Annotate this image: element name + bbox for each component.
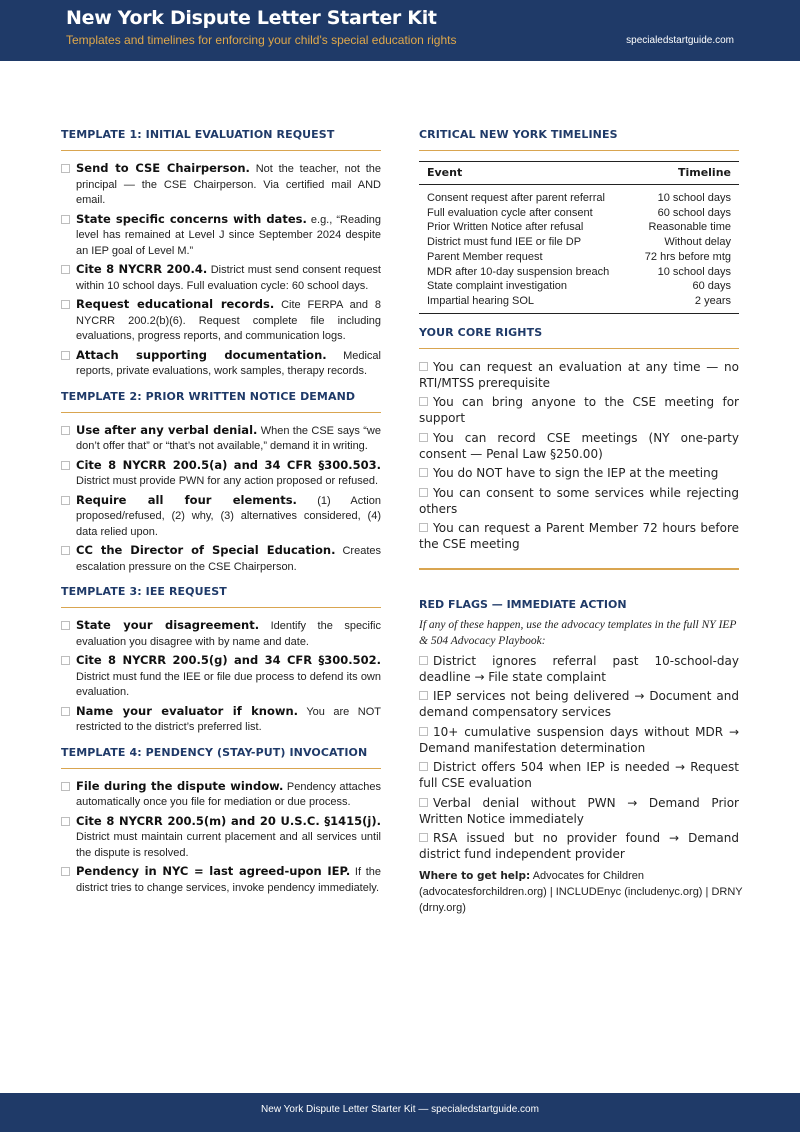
item-text: District ignores referral past 10-school-day deadline → File state complaint bbox=[419, 653, 739, 684]
red-flags-list bbox=[419, 653, 739, 863]
section-title: TEMPLATE 4: PENDENCY (STAY-PUT) INVOCATION bbox=[61, 746, 381, 769]
item-text: District must provide PWN for any action proposed or refused. bbox=[76, 475, 379, 487]
item-heading: Attach supporting documentation. bbox=[76, 347, 327, 362]
item-heading: Cite 8 NYCRR 200.5(m) and 20 U.S.C. §1415(j). bbox=[76, 813, 381, 828]
item-text: Pendency attaches automatically once you file for mediation or due process. bbox=[76, 780, 381, 808]
template-section bbox=[61, 128, 381, 380]
checkbox-icon bbox=[419, 523, 428, 532]
checkbox-icon bbox=[419, 656, 428, 665]
checkbox-icon bbox=[419, 833, 428, 842]
item-text: (1) Action proposed/refused, (2) why, (3) alternatives considered, (4) data relied upon. bbox=[76, 494, 381, 538]
checkbox-icon bbox=[61, 496, 70, 505]
checklist bbox=[61, 423, 381, 576]
item-heading: Cite 8 NYCRR 200.4. bbox=[76, 262, 208, 276]
timelines-table bbox=[419, 161, 739, 314]
checkbox-icon bbox=[61, 782, 70, 791]
checkbox-icon bbox=[61, 215, 70, 224]
right-item bbox=[419, 520, 739, 552]
site-url: specialedstartguide.com bbox=[626, 35, 734, 46]
help-label: Where to get help: bbox=[419, 870, 531, 883]
item-text: You are NOT restricted to the district’s preferred list. bbox=[76, 705, 381, 733]
event-cell: Full evaluation cycle after consent bbox=[427, 206, 593, 219]
checklist bbox=[61, 618, 381, 736]
item-text: You can request a Parent Member 72 hours before the CSE meeting bbox=[419, 521, 739, 552]
red-flag-item bbox=[419, 724, 739, 756]
item-heading: Cite 8 NYCRR 200.5(a) and 34 CFR §300.503. bbox=[76, 457, 381, 472]
item-text: District must maintain current placement and all services until the dispute is resolved. bbox=[76, 831, 381, 859]
item-heading: State your disagreement. bbox=[76, 618, 260, 632]
item-heading: Name your evaluator if known. bbox=[76, 703, 299, 718]
help-resources bbox=[419, 868, 764, 916]
item-text: Creates escalation pressure on the CSE Chairperson. bbox=[76, 545, 382, 573]
checklist-item bbox=[61, 543, 381, 575]
timeline-cell: 60 days bbox=[692, 280, 731, 293]
checkbox-icon bbox=[419, 362, 428, 371]
item-text: District offers 504 when IEP is needed → Request full CSE evaluation bbox=[419, 760, 739, 791]
item-text: You can bring anyone to the CSE meeting for support bbox=[419, 395, 739, 426]
section-title: TEMPLATE 3: IEE REQUEST bbox=[61, 585, 381, 608]
red-flag-item bbox=[419, 688, 739, 720]
item-heading: CC the Director of Special Education. bbox=[76, 543, 336, 557]
checklist-item bbox=[61, 653, 381, 701]
checklist-item bbox=[61, 297, 381, 345]
right-column bbox=[419, 128, 743, 916]
item-text: RSA issued but no provider found → Demand district fund independent provider bbox=[419, 831, 739, 862]
section-title: TEMPLATE 1: INITIAL EVALUATION REQUEST bbox=[61, 128, 381, 151]
section-divider bbox=[419, 568, 739, 570]
table-row bbox=[419, 185, 739, 206]
timeline-cell: 72 hrs before mtg bbox=[644, 250, 731, 263]
timeline-cell: Without delay bbox=[664, 236, 731, 249]
red-flags-title: RED FLAGS — IMMEDIATE ACTION bbox=[419, 597, 627, 611]
right-item bbox=[419, 394, 739, 426]
checkbox-icon bbox=[61, 265, 70, 274]
table-row bbox=[419, 206, 739, 221]
checklist-item bbox=[61, 493, 381, 541]
red-flag-item bbox=[419, 653, 739, 685]
checkbox-icon bbox=[61, 621, 70, 630]
checklist-item bbox=[61, 423, 381, 455]
template-section bbox=[61, 390, 381, 576]
event-cell: Prior Written Notice after refusal bbox=[427, 221, 584, 234]
checkbox-icon bbox=[61, 351, 70, 360]
checkbox-icon bbox=[61, 707, 70, 716]
table-row bbox=[419, 250, 739, 265]
item-text: District must send consent request within 10 school days. Full evaluation cycle: 60 school days. bbox=[76, 264, 381, 292]
checklist-item bbox=[61, 212, 381, 260]
timelines-body bbox=[419, 185, 739, 314]
event-cell: District must fund IEE or file DP bbox=[427, 236, 582, 249]
event-cell: MDR after 10-day suspension breach bbox=[427, 265, 610, 278]
checkbox-icon bbox=[419, 468, 428, 477]
red-flags-note: If any of these happen, use the advocacy templates in the full NY IEP & 504 Advocacy Playbook: bbox=[419, 618, 737, 647]
timeline-cell: Reasonable time bbox=[648, 221, 731, 234]
red-flag-item bbox=[419, 830, 739, 862]
checklist-item bbox=[61, 458, 381, 490]
timeline-cell: 2 years bbox=[694, 294, 731, 307]
right-item bbox=[419, 430, 739, 462]
item-text: You do NOT have to sign the IEP at the meeting bbox=[433, 466, 719, 481]
event-cell: Parent Member request bbox=[427, 250, 543, 263]
item-text: If the district tries to change services, invoke pendency immediately. bbox=[76, 866, 381, 894]
item-text: Cite FERPA and 8 NYCRR 200.2(b)(6). Request complete file including evaluations, progress reports, and communication logs. bbox=[76, 299, 381, 342]
table-row bbox=[419, 220, 739, 235]
item-heading: File during the dispute window. bbox=[76, 778, 284, 793]
item-heading: Pendency in NYC = last agreed-upon IEP. bbox=[76, 864, 351, 878]
red-flag-item bbox=[419, 759, 739, 791]
checklist bbox=[61, 161, 381, 380]
rights-list bbox=[419, 359, 739, 553]
help-text: Advocates for Children (advocatesforchildren.org) | INCLUDEnyc (includenyc.org) | DRNY (drny.org) bbox=[419, 870, 743, 915]
checkbox-icon bbox=[61, 426, 70, 435]
item-text: Not the teacher, not the principal — the CSE Chairperson. Via certified mail AND email. bbox=[76, 163, 381, 206]
checklist-item bbox=[61, 814, 381, 862]
timeline-cell: 60 school days bbox=[657, 206, 731, 219]
footer-text: New York Dispute Letter Starter Kit — specialedstartguide.com bbox=[261, 1104, 539, 1115]
page-header bbox=[0, 0, 800, 61]
template-section bbox=[61, 746, 381, 897]
page-footer bbox=[0, 1093, 800, 1132]
item-text: 10+ cumulative suspension days without MDR → Demand manifestation determination bbox=[419, 724, 739, 755]
section-title: TEMPLATE 2: PRIOR WRITTEN NOTICE DEMAND bbox=[61, 390, 381, 413]
column-header: Timeline bbox=[630, 162, 739, 185]
template-section bbox=[61, 585, 381, 736]
checkbox-icon bbox=[61, 461, 70, 470]
item-heading: State specific concerns with dates. bbox=[76, 211, 307, 226]
item-heading: Require all four elements. bbox=[76, 492, 297, 507]
item-heading: Request educational records. bbox=[76, 297, 275, 311]
item-text: Verbal denial without PWN → Demand Prior Written Notice immediately bbox=[419, 795, 739, 826]
column-header: Event bbox=[419, 162, 630, 185]
checkbox-icon bbox=[419, 433, 428, 442]
table-row bbox=[419, 235, 739, 250]
timeline-cell: 10 school days bbox=[657, 192, 731, 204]
table-row bbox=[419, 265, 739, 280]
right-item bbox=[419, 485, 739, 517]
timelines-title: CRITICAL NEW YORK TIMELINES bbox=[419, 128, 739, 151]
table-row bbox=[419, 279, 739, 294]
page-subtitle: Templates and timelines for enforcing your child's special education rights bbox=[66, 33, 457, 47]
checklist-item bbox=[61, 348, 381, 380]
checkbox-icon bbox=[61, 300, 70, 309]
rights-title: YOUR CORE RIGHTS bbox=[419, 326, 739, 349]
item-text: Identify the specific evaluation you disagree with by name and date. bbox=[76, 620, 382, 648]
event-cell: State complaint investigation bbox=[427, 280, 568, 293]
event-cell: Consent request after parent referral bbox=[427, 192, 605, 204]
item-text: Medical reports, private evaluations, work samples, therapy records. bbox=[76, 349, 381, 377]
checkbox-icon bbox=[61, 867, 70, 876]
item-text: District must fund the IEE or file due process to defend its own evaluation. bbox=[76, 670, 381, 698]
checkbox-icon bbox=[419, 762, 428, 771]
checklist-item bbox=[61, 864, 381, 896]
checklist-item bbox=[61, 161, 381, 209]
checkbox-icon bbox=[419, 691, 428, 700]
checklist-item bbox=[61, 618, 381, 650]
item-text: You can record CSE meetings (NY one-party consent — Penal Law §250.00) bbox=[419, 430, 739, 461]
right-item bbox=[419, 465, 739, 481]
checkbox-icon bbox=[61, 817, 70, 826]
red-flag-item bbox=[419, 795, 739, 827]
item-text: You can consent to some services while rejecting others bbox=[419, 485, 739, 516]
event-cell: Impartial hearing SOL bbox=[427, 294, 534, 307]
checkbox-icon bbox=[61, 546, 70, 555]
checklist bbox=[61, 779, 381, 897]
checklist-item bbox=[61, 262, 381, 294]
checkbox-icon bbox=[61, 656, 70, 665]
item-heading: Cite 8 NYCRR 200.5(g) and 34 CFR §300.502. bbox=[76, 653, 381, 667]
checkbox-icon bbox=[419, 798, 428, 807]
item-text: e.g., “Reading level has remained at Level J since September 2024 despite an IEP goal of Level M.” bbox=[76, 213, 381, 257]
timeline-cell: 10 school days bbox=[657, 265, 731, 278]
checklist-item bbox=[61, 704, 381, 736]
checkbox-icon bbox=[61, 164, 70, 173]
item-text: IEP services not being delivered → Document and demand compensatory services bbox=[419, 689, 739, 720]
checkbox-icon bbox=[419, 727, 428, 736]
table-row bbox=[419, 294, 739, 313]
item-heading: Send to CSE Chairperson. bbox=[76, 161, 250, 175]
left-column bbox=[61, 128, 381, 906]
item-text: You can request an evaluation at any time — no RTI/MTSS prerequisite bbox=[419, 359, 739, 390]
checkbox-icon bbox=[419, 397, 428, 406]
table-header-row bbox=[419, 162, 739, 185]
item-heading: Use after any verbal denial. bbox=[76, 422, 258, 437]
item-text: When the CSE says “we don’t offer that” or “that’s not available,” demand it in writing. bbox=[76, 424, 381, 452]
checkbox-icon bbox=[419, 488, 428, 497]
right-item bbox=[419, 359, 739, 391]
page-title: New York Dispute Letter Starter Kit bbox=[66, 7, 437, 29]
checklist-item bbox=[61, 779, 381, 811]
